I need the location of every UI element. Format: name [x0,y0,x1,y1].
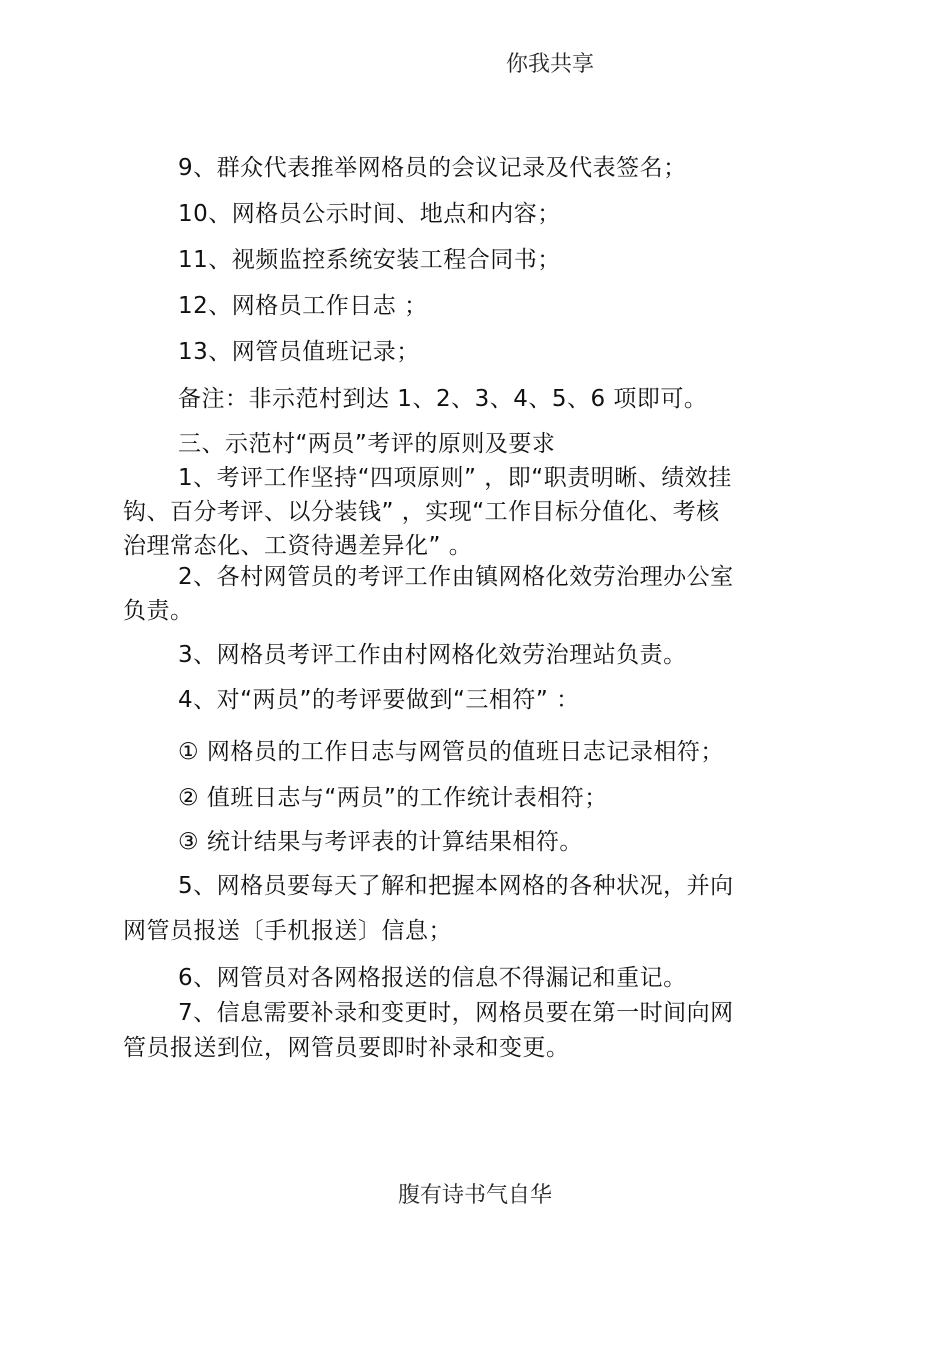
paragraph-1-line-1: 1、考评工作坚持“四项原则” ，即“职责明晰、绩效挂 [178,465,732,491]
list-item-10: 10、网格员公示时间、地点和内容； [178,201,561,227]
paragraph-7-line-1: 7、信息需要补录和变更时，网格员要在第一时间向网 [178,1000,734,1026]
criterion-3: ③ 统计结果与考评表的计算结果相符。 [178,829,583,855]
page-footer: 腹有诗书气自华 [397,1183,552,1208]
list-item-9: 9、群众代表推举网格员的会议记录及代表签名； [178,155,687,181]
section-heading-3: 三、示范村“两员”考评的原则及要求 [178,431,556,457]
list-item-13: 13、网管员值班记录； [178,339,420,365]
paragraph-5-line-1: 5、网格员要每天了解和把握本网格的各种状况，并向 [178,873,734,899]
list-item-11: 11、视频监控系统安装工程合同书； [178,247,561,273]
list-item-12: 12、网格员工作日志 ； [178,293,428,319]
paragraph-2-line-2: 负责。 [123,598,194,624]
page-header: 你我共享 [505,52,594,77]
paragraph-4: 4、对“两员”的考评要做到“三相符” ： [178,687,580,713]
criterion-1: ① 网格员的工作日志与网管员的值班日志记录相符； [178,739,724,765]
paragraph-1-line-3: 治理常态化、工资待遇差异化” 。 [123,533,473,559]
paragraph-1-line-2: 钩、百分考评、以分装钱” ，实现“工作目标分值化、考核 [123,499,720,525]
note-line: 备注：非示范村到达 1、2、3、4、5、6 项即可。 [178,386,708,412]
paragraph-5-line-2: 网管员报送〔手机报送〕信息； [123,918,452,944]
criterion-2: ② 值班日志与“两员”的工作统计表相符； [178,785,608,811]
paragraph-2-line-1: 2、各村网管员的考评工作由镇网格化效劳治理办公室 [178,564,734,590]
paragraph-3: 3、网格员考评工作由村网格化效劳治理站负责。 [178,642,687,668]
paragraph-6: 6、网管员对各网格报送的信息不得漏记和重记。 [178,965,687,991]
paragraph-7-line-2: 管员报送到位，网管员要即时补录和变更。 [123,1035,570,1061]
